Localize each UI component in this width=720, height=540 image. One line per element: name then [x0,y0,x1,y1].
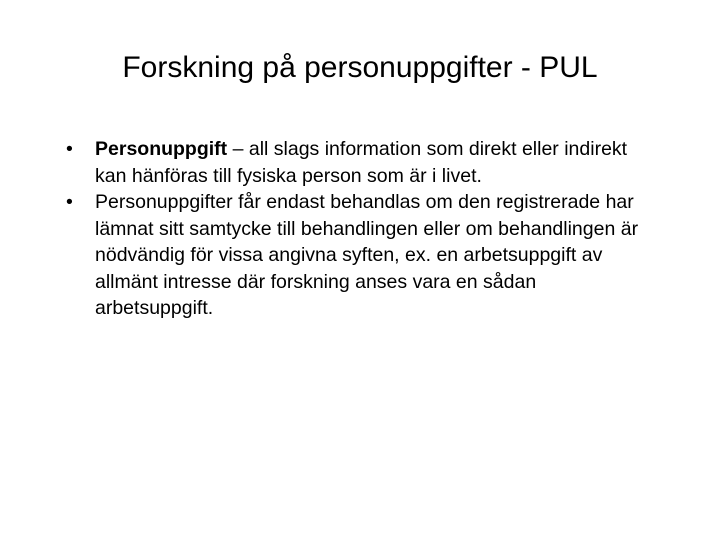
bullet-item-personuppgift [60,136,650,189]
slide-title: Forskning på personuppgifter - PUL [122,51,598,84]
bullet-text: – all slags information som direkt eller indirekt kan hänföras till fysiska person som är i livet. [95,138,628,187]
bullet-list [60,136,650,322]
bullet-marker: • [66,138,73,160]
bullet-term: Personuppgift [95,138,228,160]
bullet-text: Personuppgifter får endast behandlas om den registrerade har lämnat sitt samtycke till behandlingen eller om behandlingen är nödvändig för vissa angivna syften, ex. en arbetsuppgift av allmänt intresse där forskning anses vara en sådan arbetsuppgift. [95,191,639,319]
bullet-item-personuppgifter [60,189,650,322]
bullet-marker: • [66,191,73,213]
